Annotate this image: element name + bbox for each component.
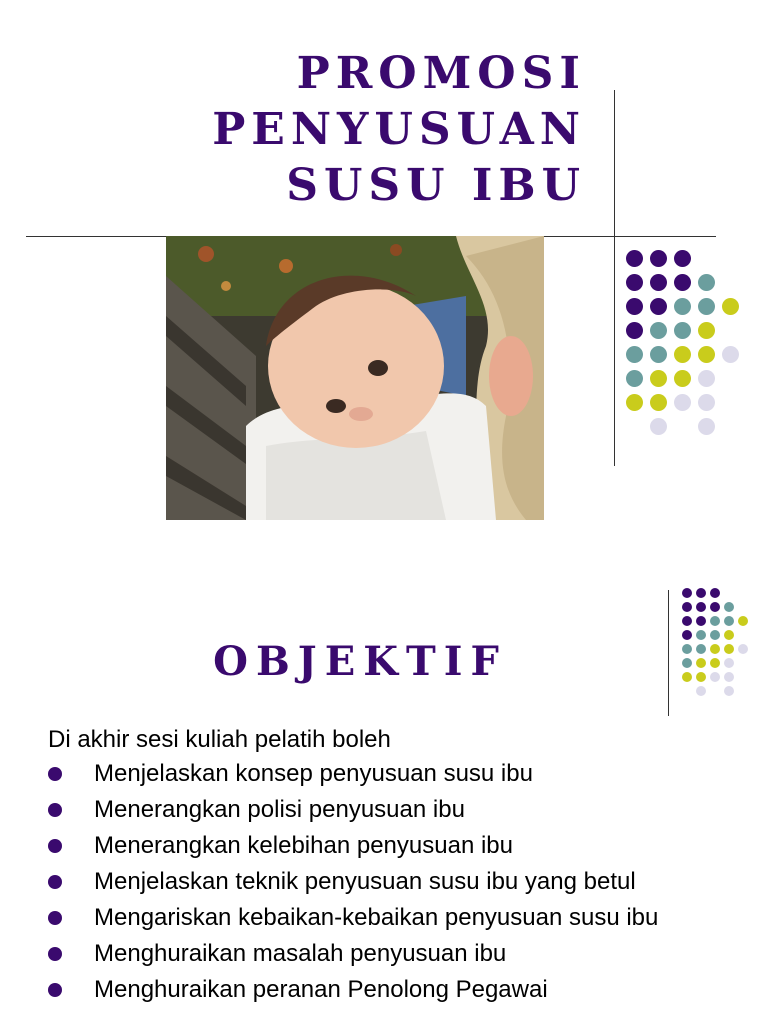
decorative-dot xyxy=(724,658,734,668)
list-item: Menerangkan polisi penyusuan ibu xyxy=(46,796,736,824)
decorative-dot xyxy=(626,394,643,411)
decorative-dot xyxy=(626,346,643,363)
decorative-dot xyxy=(696,616,706,626)
decorative-dot xyxy=(650,394,667,411)
decorative-dot xyxy=(710,630,720,640)
decorative-dot xyxy=(626,250,643,267)
decorative-dot xyxy=(682,672,692,682)
decorative-dot xyxy=(698,394,715,411)
decorative-dot xyxy=(682,630,692,640)
list-item: Menjelaskan teknik penyusuan susu ibu yang betul xyxy=(46,868,736,896)
decorative-dot xyxy=(650,418,667,435)
list-item: Menghuraikan peranan Penolong Pegawai xyxy=(46,976,736,1004)
section-heading: OBJEKTIF xyxy=(213,638,507,685)
decorative-dot xyxy=(696,672,706,682)
bullet-icon xyxy=(48,767,62,781)
bullet-icon xyxy=(48,983,62,997)
decorative-dot xyxy=(698,346,715,363)
decorative-dot xyxy=(738,644,748,654)
vertical-divider xyxy=(614,90,615,466)
decorative-dot xyxy=(696,630,706,640)
decorative-dot xyxy=(724,630,734,640)
list-item: Menjelaskan konsep penyusuan susu ibu xyxy=(46,760,736,788)
decorative-dot xyxy=(724,616,734,626)
decorative-dot xyxy=(682,588,692,598)
decorative-dot xyxy=(650,346,667,363)
decorative-dot xyxy=(724,644,734,654)
decorative-dot xyxy=(626,322,643,339)
decorative-dot xyxy=(696,686,706,696)
decorative-dot xyxy=(710,672,720,682)
decorative-dot xyxy=(698,370,715,387)
decorative-dot xyxy=(626,298,643,315)
decorative-dot xyxy=(626,274,643,291)
decorative-dot xyxy=(674,346,691,363)
list-item: Menghuraikan masalah penyusuan ibu xyxy=(46,940,736,968)
decorative-dot xyxy=(698,418,715,435)
vertical-divider xyxy=(668,590,669,716)
decorative-dot xyxy=(650,298,667,315)
decorative-dot xyxy=(674,370,691,387)
decorative-dot xyxy=(682,602,692,612)
decorative-dot xyxy=(710,658,720,668)
bullet-icon xyxy=(48,911,62,925)
decorative-dot xyxy=(674,298,691,315)
decorative-dot xyxy=(698,322,715,339)
decorative-dot xyxy=(696,588,706,598)
title-line-1: PROMOSI xyxy=(296,48,586,99)
title-line-2: PENYUSUAN xyxy=(212,104,586,155)
decorative-dot xyxy=(650,250,667,267)
decorative-dot xyxy=(674,250,691,267)
decorative-dot-grid xyxy=(626,250,756,440)
decorative-dot xyxy=(722,346,739,363)
decorative-dot xyxy=(698,274,715,291)
decorative-dot xyxy=(710,644,720,654)
baby-photo xyxy=(166,236,544,520)
slide-2 xyxy=(0,560,768,1024)
bullet-icon xyxy=(48,875,62,889)
bullet-icon xyxy=(48,839,62,853)
decorative-dot xyxy=(674,274,691,291)
decorative-dot xyxy=(696,602,706,612)
decorative-dot xyxy=(650,322,667,339)
decorative-dot xyxy=(650,370,667,387)
decorative-dot xyxy=(682,616,692,626)
decorative-dot xyxy=(682,658,692,668)
decorative-dot xyxy=(722,298,739,315)
decorative-dot xyxy=(626,370,643,387)
bullet-icon xyxy=(48,803,62,817)
decorative-dot xyxy=(698,298,715,315)
decorative-dot xyxy=(724,686,734,696)
decorative-dot xyxy=(696,658,706,668)
decorative-dot xyxy=(724,672,734,682)
decorative-dot xyxy=(674,322,691,339)
objective-list xyxy=(46,760,736,1012)
list-item: Mengariskan kebaikan-kebaikan penyusuan susu ibu xyxy=(46,904,714,932)
bullet-icon xyxy=(48,947,62,961)
decorative-dot-grid-small xyxy=(682,588,762,698)
decorative-dot xyxy=(650,274,667,291)
decorative-dot xyxy=(710,602,720,612)
list-item: Menerangkan kelebihan penyusuan ibu xyxy=(46,832,736,860)
decorative-dot xyxy=(682,644,692,654)
decorative-dot xyxy=(696,644,706,654)
decorative-dot xyxy=(724,602,734,612)
decorative-dot xyxy=(710,588,720,598)
decorative-dot xyxy=(710,616,720,626)
title-line-3: SUSU IBU xyxy=(286,160,586,211)
decorative-dot xyxy=(738,616,748,626)
intro-text: Di akhir sesi kuliah pelatih boleh xyxy=(48,726,391,753)
decorative-dot xyxy=(674,394,691,411)
